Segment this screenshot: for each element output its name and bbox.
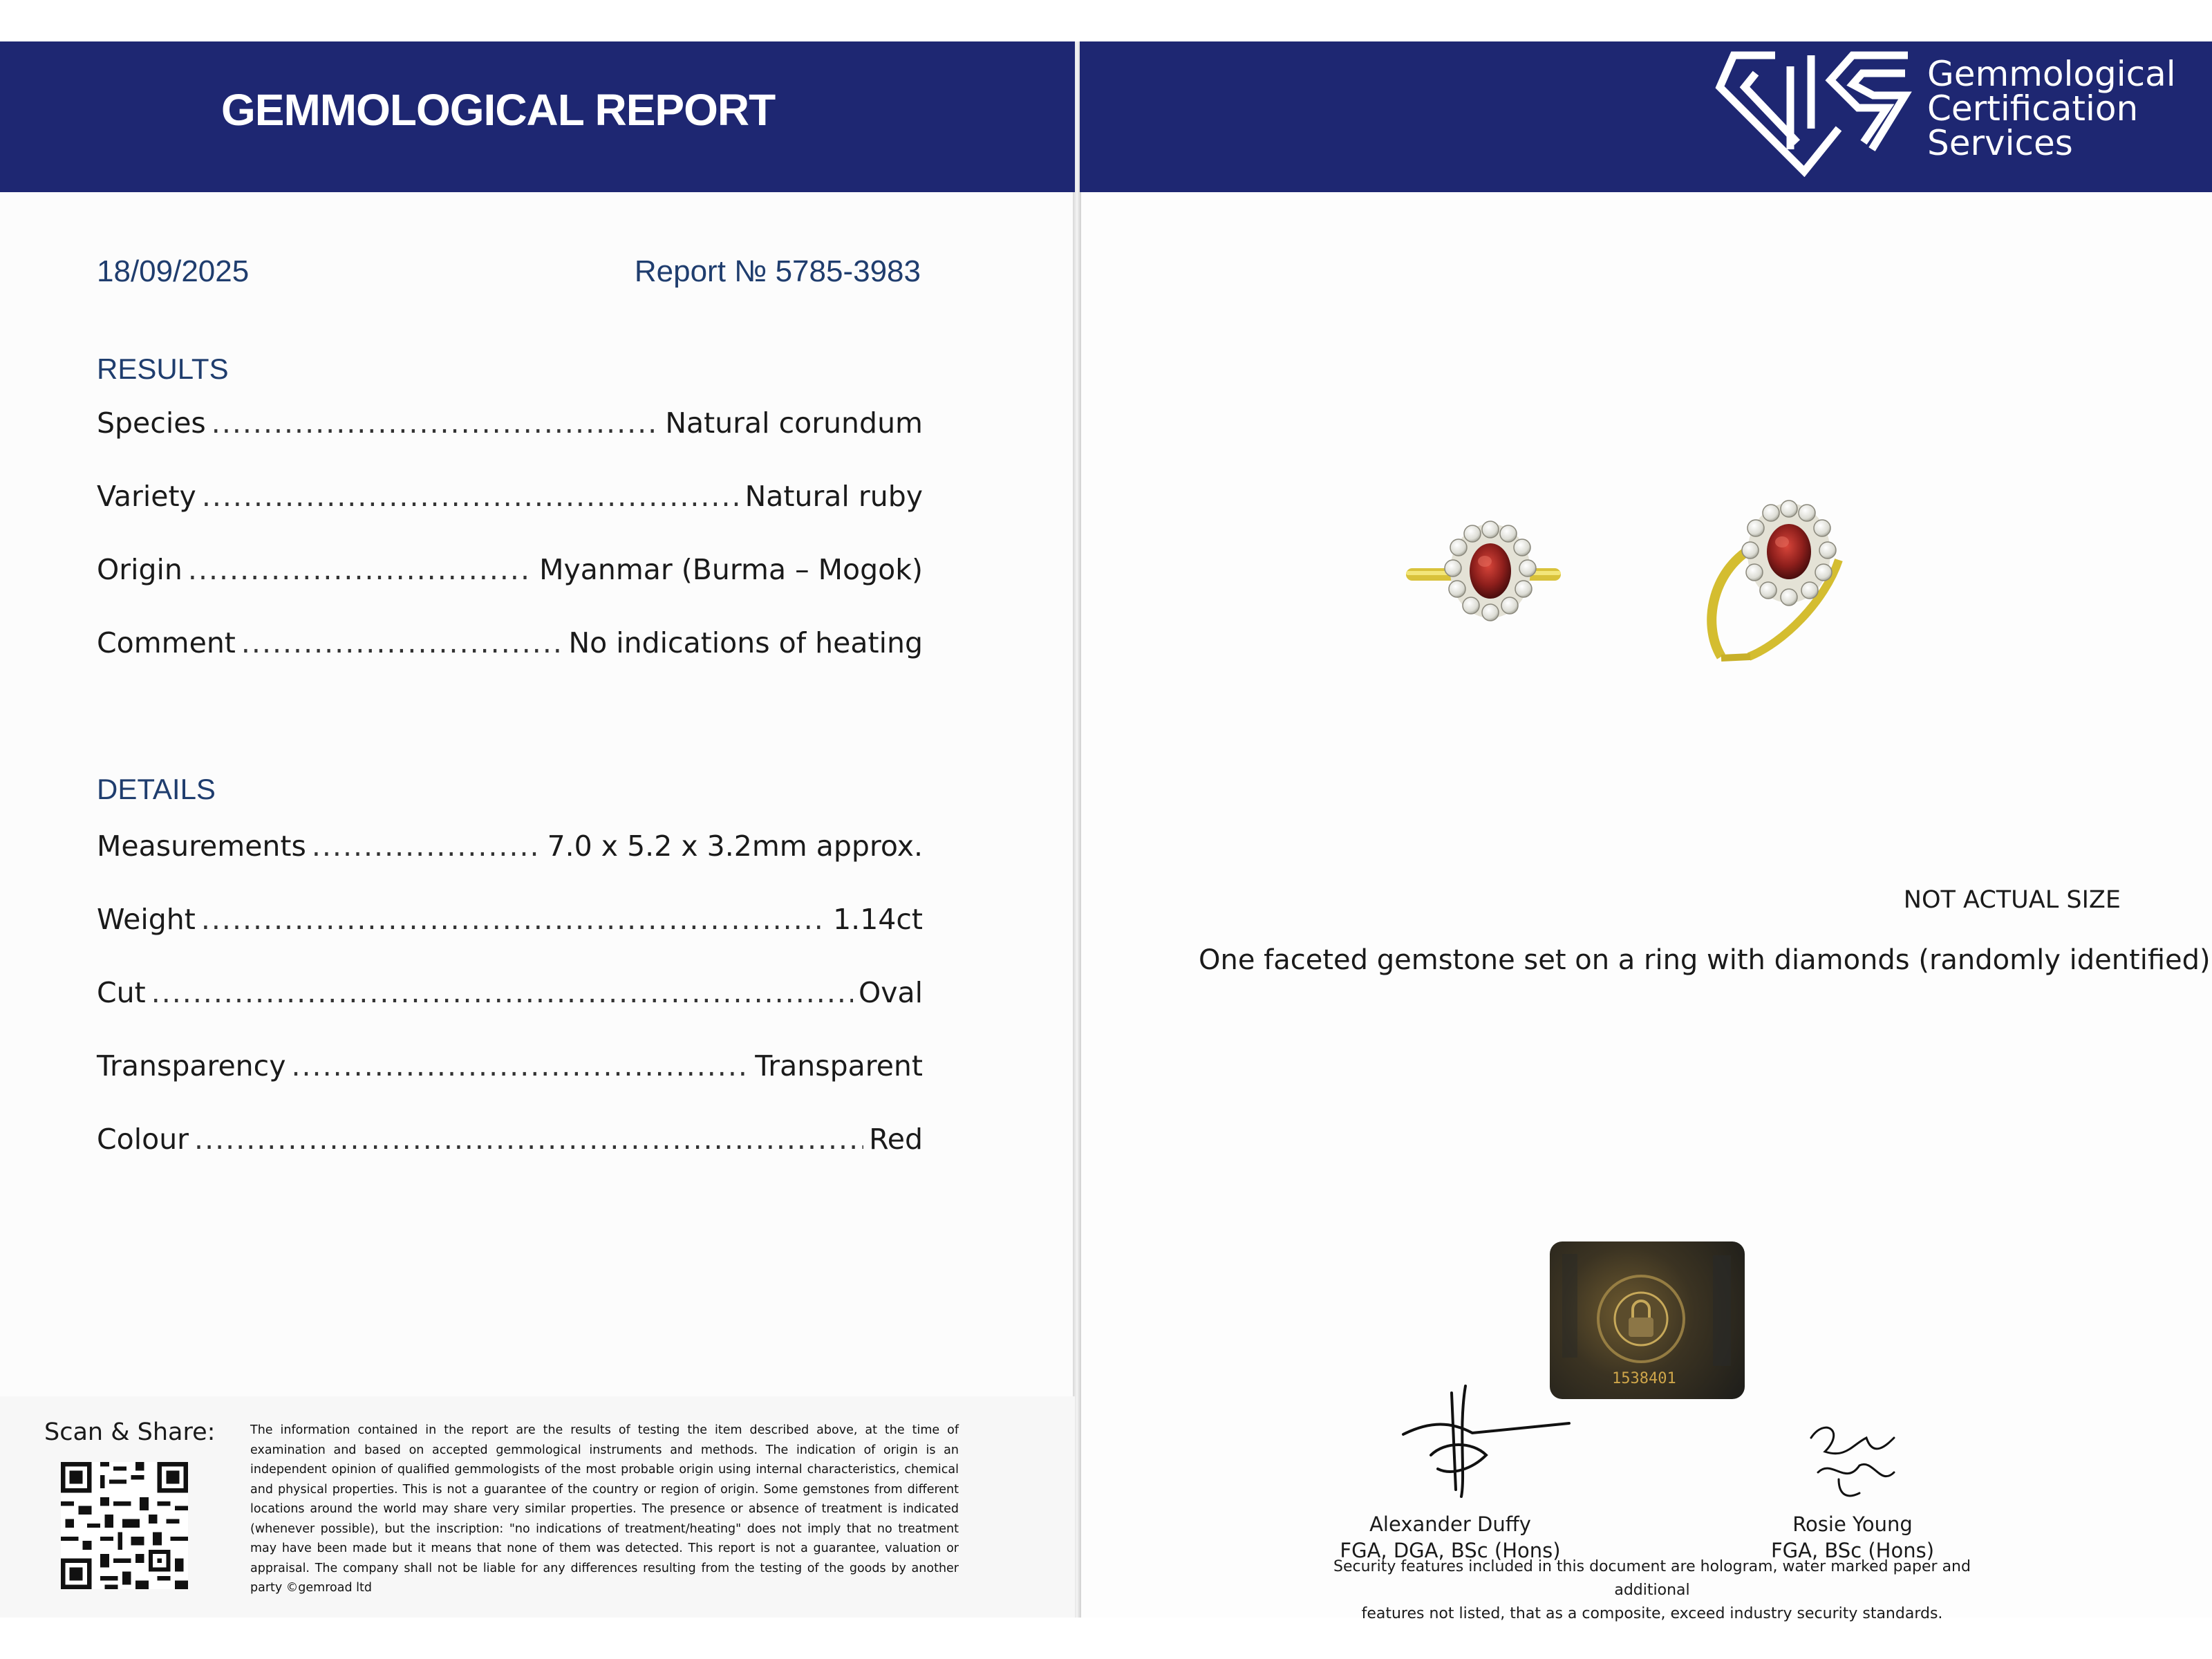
result-row-species: Species ..... Natural corundum (97, 406, 923, 440)
results-heading: RESULTS (97, 353, 229, 385)
scan-share-label: Scan & Share: (44, 1418, 216, 1446)
brand-name: Gemmological Certification Services (1927, 54, 2176, 163)
disclaimer-text: The information contained in the report are the results of testing the item described above, at the time of examination and based on accepted gemmological instruments and methods. The indication of origin is an independent opinion of qualified gemmologists of the most probable origin using internal characteristics, chemical and physical properties. This is not a guarantee of the country or region of origin. Some gemstones from different locations around the world may share very similar properties. The presence or absence of treatment is indicated (whenever possible), but the inscription: "no indications of treatment/heating" does not imply that no treatment may have been made but it means that none of them was detected. This report is not a guarantee, valuation or appraisal. The company shall not be liable for any differences resulting from the testing of the goods by another party ©gemroad ltd (250, 1423, 959, 1595)
detail-row-measurements: Measurements ..... 7.0 x 5.2 x 3.2mm approx. (97, 830, 923, 863)
report-number: Report № 5785-3983 (634, 254, 921, 288)
hologram-serial: 1538401 (1612, 1370, 1676, 1387)
result-row-comment: Comment ..... No indications of heating (97, 626, 923, 659)
signatory-young: Rosie Young FGA, BSc (Hons) (1770, 1512, 1935, 1562)
security-note: Security features included in this document are hologram, water marked paper and additional features not listed, that as a composite, exceed industry security standards. (1333, 1558, 1971, 1622)
book-gutter (1073, 41, 1081, 1618)
item-caption: One faceted gemstone set on a ring with diamonds (randomly identified) (1199, 944, 2211, 976)
result-row-variety: Variety ..... Natural ruby (97, 480, 923, 513)
details-heading: DETAILS (97, 773, 216, 805)
qr-code-icon[interactable] (61, 1462, 188, 1589)
detail-row-weight: Weight ..... 1.14ct (97, 903, 923, 936)
detail-row-colour: Colour ..... Red (97, 1123, 923, 1156)
signature-duffy (1389, 1372, 1583, 1503)
signature-young (1797, 1417, 1908, 1507)
size-note: NOT ACTUAL SIZE (1903, 886, 2121, 914)
detail-row-transparency: Transparency ..... Transparent (97, 1049, 923, 1082)
detail-row-cut: Cut ..... Oval (97, 976, 923, 1009)
gcs-logo-icon (1714, 46, 1922, 177)
result-row-origin: Origin ..... Myanmar (Burma – Mogok) (97, 553, 923, 586)
report-title: GEMMOLOGICAL REPORT (221, 85, 776, 135)
ring-photo-icon (1396, 484, 1894, 677)
signatory-duffy: Alexander Duffy FGA, DGA, BSc (Hons) (1340, 1512, 1561, 1562)
report-date: 18/09/2025 (97, 254, 250, 288)
